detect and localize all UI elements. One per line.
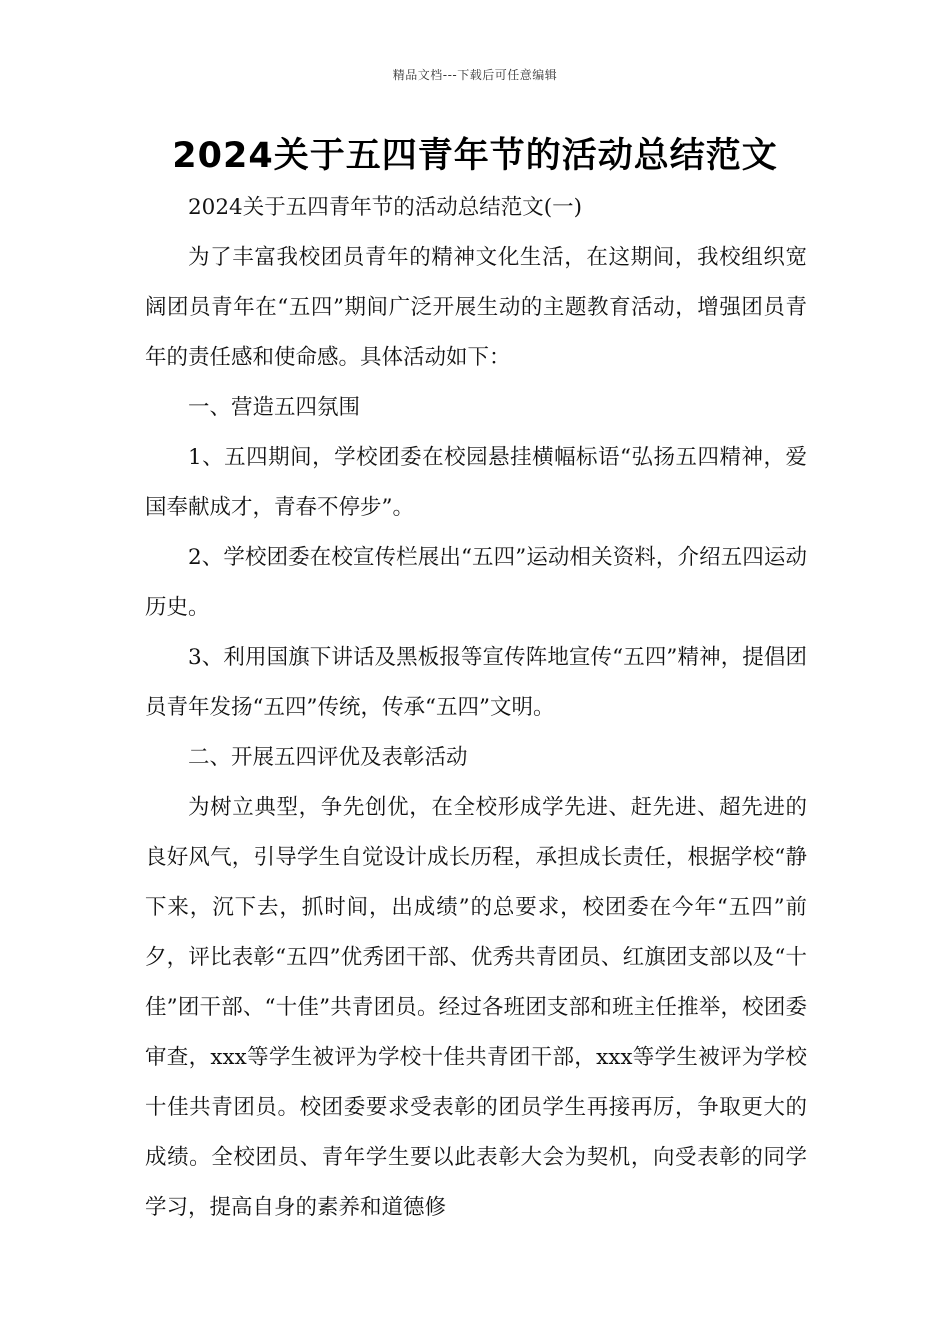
subtitle-paragraph: 2024关于五四青年节的活动总结范文(一) <box>188 195 582 220</box>
section-heading-2: 二、开展五四评优及表彰活动 <box>188 745 468 770</box>
list-item-3: 3、利用国旗下讲话及黑板报等宣传阵地宣传“五四”精神，提倡团员青年发扬“五四”传统，传承“五四”文明。 <box>145 645 807 720</box>
header-note: 精品文档---下载后可任意编辑 <box>392 68 558 82</box>
body-paragraph: 为树立典型，争先创优，在全校形成学先进、赶先进、超先进的良好风气，引导学生自觉设计成长历程，承担成长责任，根据学校“静下来，沉下去，抓时间，出成绩”的总要求，校团委在今年“五四”前夕，评比表彰“五四”优秀团干部、优秀共青团员、红旗团支部以及“十佳”团干部、“十佳”共青团员。经过各班团支部和班主任推举，校团委审查，xxx等学生被评为学校十佳共青团干部，xxx等学生被评为学校十佳共青团员。校团委要求受表彰的团员学生再接再厉，争取更大的成绩。全校团员、青年学生要以此表彰大会为契机，向受表彰的同学学习，提高自身的素养和道德修 <box>145 795 807 1220</box>
list-item-2: 2、学校团委在校宣传栏展出“五四”运动相关资料，介绍五四运动历史。 <box>145 545 807 620</box>
list-item-1: 1、五四期间，学校团委在校园悬挂横幅标语“弘扬五四精神，爱国奉献成才，青春不停步”。 <box>145 445 807 520</box>
section-heading-1: 一、营造五四氛围 <box>188 395 361 420</box>
intro-paragraph: 为了丰富我校团员青年的精神文化生活，在这期间，我校组织宽阔团员青年在“五四”期间广泛开展生动的主题教育活动，增强团员青年的责任感和使命感。具体活动如下： <box>145 245 807 370</box>
document-title: 2024关于五四青年节的活动总结范文 <box>172 136 778 176</box>
document-body <box>145 183 807 1233</box>
